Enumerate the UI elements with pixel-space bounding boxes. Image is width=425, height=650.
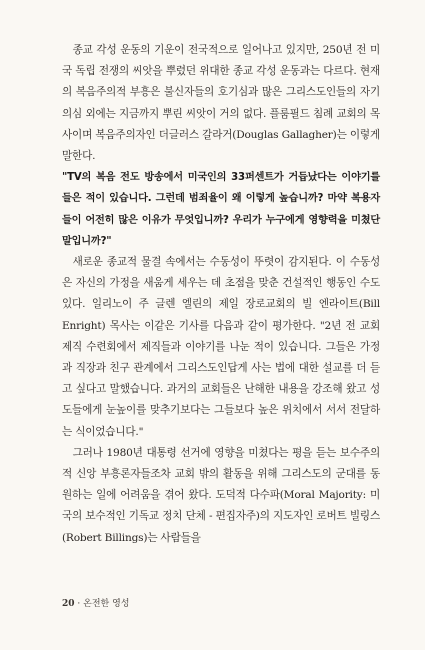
paragraph-1: 종교 각성 운동의 기운이 전국적으로 일어나고 있지만, 250년 전 미국 독립 전쟁의 씨앗을 뿌렸던 위대한 종교 각성 운동과는 다르다. 현재의 복음주의적 부흥은 불신자들의 호기심과 많은 그리스도인들의 자기 의심 외에는 지금까지 뿌린 씨앗이 거의 없다. 플룸필드 침례 교회의 목사이며 복음주의자인 더글러스 갈라거(Douglas Gallagher)는 이렇게 말한다. xyxy=(62,44,380,163)
paragraph-3: 새로운 종교적 물결 속에서는 수동성이 뚜렷이 감지된다. 이 수동성은 자신의 가정을 새움게 세우는 데 초점을 맞춘 건설적인 행동인 수도 있다. 일리노이 주 글렌 엘린의 제일 장로교회의 빌 엔라이트(Bill Enright) 목사는 이같은 기사를 다음과 같이 평가한다. "2년 전 교회 제직 수련회에서 제직들과 이야기를 나눈 적이 있습니다. 그들은 가정과 직장과 친구 관계에서 그리스도인답게 사는 법에 대한 설교를 더 듣고 싶다고 말했습니다. 과거의 교회들은 난해한 내용을 강조해 왔고 성도들에게 눈높이를 맞추기보다는 그들보다 높은 위치에서 서서 전달하는 식이었습니다." xyxy=(62,256,380,438)
page-number: 20 xyxy=(62,599,75,609)
paragraph-4: 그러나 1980년 대통령 선거에 영향을 미쳤다는 평을 듣는 보수주의적 신앙 부흥론자들조차 교회 밖의 활동을 위해 그리스도의 군대를 동원하는 일에 어려움을 겪어 왔다. 도덕적 다수파(Moral Majority: 미국의 보수적인 기독교 정치 단체 - 편집자주)의 지도자인 로버트 빌링스(Robert Billings)는 사람들을 xyxy=(62,446,380,544)
book-title: 온전한 영성 xyxy=(83,599,130,609)
quote-paragraph: "TV의 복음 전도 방송에서 미국인의 33퍼센트가 거듭났다는 이야기를 들은 적이 있습니다. 그런데 범죄율이 왜 이렇게 높습니까? 마약 복용자들이 어전히 많은 이유가 무엇입니까? 우리가 누구에게 영향력을 미쳤단 말입니까?" xyxy=(62,172,380,247)
page-footer xyxy=(62,596,130,609)
footer-separator: · xyxy=(77,599,81,609)
body-text xyxy=(62,40,380,549)
